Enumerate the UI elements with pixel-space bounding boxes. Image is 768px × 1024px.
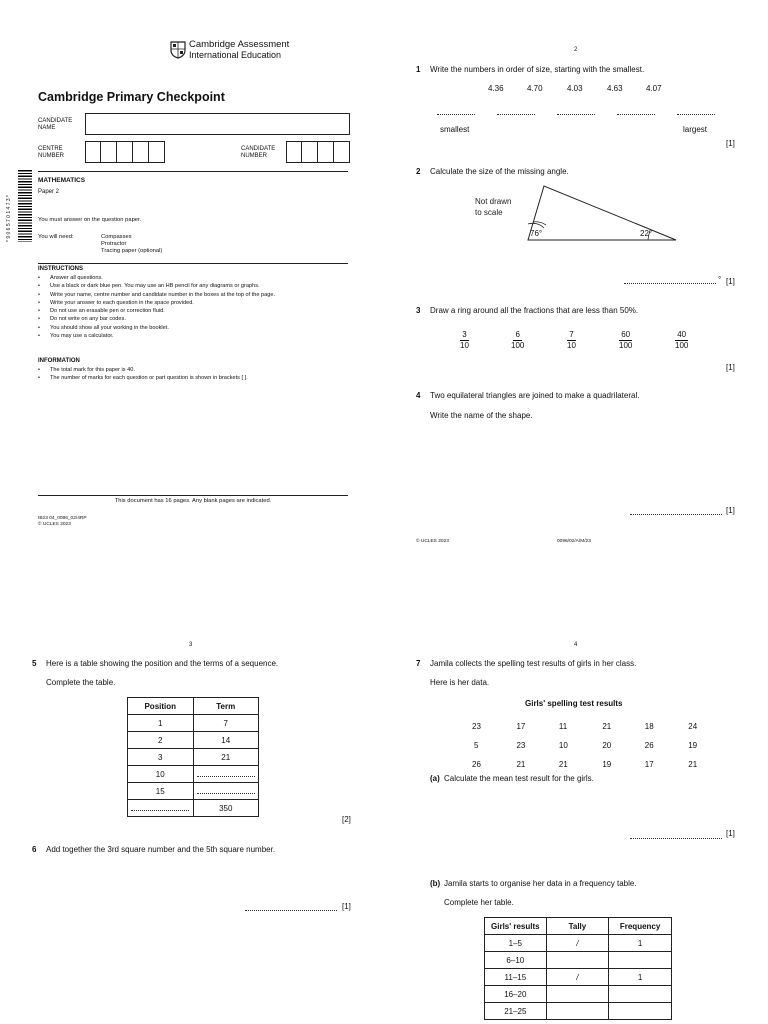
part-label: (b) — [430, 879, 441, 888]
information-heading: INFORMATION — [38, 358, 80, 364]
reference-code: IB23 04_0096_02/4RP — [38, 516, 87, 521]
need-label: You will need: — [38, 234, 74, 240]
instruction-item: • Answer all questions. — [36, 274, 346, 282]
angle-label-76: 76° — [530, 229, 543, 238]
candidate-number-label: CANDIDATE NUMBER — [241, 146, 276, 159]
question-number: 6 — [32, 845, 37, 854]
table-row: 11–15 / 1 — [485, 969, 672, 986]
question-text: Two equilateral triangles are joined to make a quadrilateral. — [430, 391, 640, 400]
mark-allocation: [2] — [342, 815, 351, 824]
degree-symbol: ° — [718, 275, 722, 284]
frequency-cell[interactable]: 1 — [609, 935, 672, 952]
answer-cell[interactable] — [193, 766, 259, 783]
centre-number-boxes[interactable] — [85, 141, 165, 163]
answer-line[interactable] — [630, 514, 722, 515]
candidate-number-boxes[interactable] — [286, 141, 350, 163]
rule-top — [38, 171, 348, 172]
page-title: Cambridge Primary Checkpoint — [38, 90, 225, 104]
answer-cell[interactable] — [193, 783, 259, 800]
answer-line[interactable] — [617, 114, 655, 115]
answer-line[interactable] — [624, 283, 716, 284]
rule-bottom — [38, 495, 348, 496]
question-number: 4 — [416, 391, 421, 400]
centre-number-label: CENTRE NUMBER — [38, 146, 65, 159]
logo-line-1: Cambridge Assessment — [189, 39, 290, 50]
tally-cell[interactable] — [546, 952, 609, 969]
rule-middle — [38, 263, 348, 264]
tally-cell[interactable] — [546, 1003, 609, 1020]
question-text: Here is a table showing the position and the terms of a sequence. — [46, 659, 279, 668]
question-text: Jamila starts to organise her data in a frequency table. — [444, 879, 637, 888]
table-row: 21–25 — [485, 1003, 672, 1020]
instruction-item: • Use a black or dark blue pen. You may use an HB pencil for any diagrams or graphs. — [36, 282, 346, 290]
fraction-item[interactable]: $\frac{7}{10}$ — [567, 330, 576, 350]
mark-allocation: [1] — [726, 139, 735, 148]
frequency-table — [484, 917, 672, 1020]
frequency-cell[interactable] — [609, 986, 672, 1003]
page-4 — [384, 560, 768, 1024]
table-row: 2 14 — [128, 732, 259, 749]
information-list — [36, 366, 346, 383]
tally-cell[interactable]: / — [546, 969, 609, 986]
largest-label: largest — [683, 125, 708, 134]
question-text: Write the name of the shape. — [430, 411, 533, 420]
table-header: Position — [128, 698, 194, 715]
fraction-item[interactable]: $\frac{40}{100}$ — [675, 330, 689, 350]
footer-code: 0096/02/A/M/23 — [557, 539, 591, 544]
candidate-name-box[interactable] — [85, 113, 350, 135]
need-items — [101, 234, 162, 255]
instruction-item: • Write your name, centre number and candidate number in the boxes at the top of the page. — [36, 291, 346, 299]
mark-allocation: [1] — [726, 363, 735, 372]
triangle-diagram — [524, 184, 680, 244]
answer-line[interactable] — [437, 114, 475, 115]
fraction-item[interactable]: $\frac{6}{100}$ — [511, 330, 525, 350]
mark-allocation: [1] — [726, 506, 735, 515]
table-row: 3 21 — [128, 749, 259, 766]
table-row: 15 — [128, 783, 259, 800]
question-number: 1 — [416, 65, 421, 74]
frequency-cell[interactable]: 1 — [609, 969, 672, 986]
page-number: 3 — [189, 642, 193, 648]
part-label: (a) — [430, 774, 440, 783]
instruction-item: • You may use a calculator. — [36, 332, 346, 340]
table-row: 6–10 — [485, 952, 672, 969]
data-title: Girls' spelling test results — [525, 699, 623, 708]
data-grid — [472, 717, 708, 774]
information-item: • The total mark for this paper is 40. — [36, 366, 346, 374]
question-text: Calculate the mean test result for the girls. — [444, 774, 594, 783]
table-header: Term — [193, 698, 259, 715]
question-number: 7 — [416, 659, 421, 668]
number-item: 4.63 — [607, 84, 623, 93]
need-item: Compasses — [101, 234, 132, 240]
table-header: Tally — [546, 918, 609, 935]
candidate-name-label: CANDIDATE NAME — [38, 118, 73, 131]
tally-cell[interactable] — [546, 986, 609, 1003]
data-row: 5 23 10 20 26 19 — [474, 741, 698, 750]
question-number: 5 — [32, 659, 37, 668]
footer-copyright: © UCLES 2023 — [416, 539, 449, 544]
number-item: 4.03 — [567, 84, 583, 93]
fraction-item[interactable]: $\frac{60}{100}$ — [619, 330, 633, 350]
diagram-note: Not drawn to scale — [475, 197, 512, 217]
question-text: Jamila collects the spelling test results of girls in her class. — [430, 659, 637, 668]
angle-label-22: 22° — [640, 229, 653, 238]
fraction-item[interactable]: $\frac{3}{10}$ — [460, 330, 469, 350]
mark-allocation: [1] — [342, 902, 351, 911]
crest-icon — [170, 41, 186, 59]
data-row: 26 21 21 19 17 21 — [472, 760, 698, 769]
question-text: Write the numbers in order of size, starting with the smallest. — [430, 65, 645, 74]
table-row: 1–5 / 1 — [485, 935, 672, 952]
barcode — [18, 170, 32, 242]
instructions-heading: INSTRUCTIONS — [38, 266, 83, 272]
instruction-item: • You should show all your working in the booklet. — [36, 324, 346, 332]
answer-note: You must answer on the question paper. — [38, 217, 142, 223]
need-item: Tracing paper (optional) — [101, 248, 163, 254]
instruction-item: • Write your answer to each question in the space provided. — [36, 299, 346, 307]
instructions-list — [36, 274, 346, 340]
question-text: Calculate the size of the missing angle. — [430, 167, 569, 176]
mark-allocation: [1] — [726, 829, 735, 838]
mark-allocation: [1] — [726, 277, 735, 286]
information-item: • The number of marks for each question or part question is shown in brackets [ ]. — [36, 374, 346, 382]
question-text: Draw a ring around all the fractions that are less than 50%. — [430, 306, 639, 315]
question-text: Add together the 3rd square number and the 5th square number. — [46, 845, 276, 854]
copyright: © UCLES 2023 — [38, 522, 71, 527]
data-row: 23 17 11 21 18 24 — [472, 722, 698, 731]
logo-line-2: International Education — [189, 50, 282, 60]
table-row: 350 — [128, 800, 259, 817]
table-header: Frequency — [609, 918, 672, 935]
number-item: 4.07 — [646, 84, 662, 93]
question-text: Here is her data. — [430, 678, 490, 687]
sequence-table — [127, 697, 259, 817]
answer-line[interactable] — [630, 838, 722, 839]
answer-line[interactable] — [677, 114, 715, 115]
need-item: Protractor — [101, 241, 127, 247]
table-row: 16–20 — [485, 986, 672, 1003]
table-header: Girls' results — [485, 918, 547, 935]
frequency-cell[interactable] — [609, 952, 672, 969]
instruction-item: • Do not write on any bar codes. — [36, 315, 346, 323]
barcode-text: * 9 0 6 5 7 0 1 4 7 3 * — [6, 195, 12, 242]
page-number: 2 — [574, 47, 578, 53]
number-item: 4.36 — [488, 84, 504, 93]
table-row: 10 — [128, 766, 259, 783]
table-row: 1 7 — [128, 715, 259, 732]
number-item: 4.70 — [527, 84, 543, 93]
answer-line[interactable] — [497, 114, 535, 115]
page-count-note: This document has 16 pages. Any blank pages are indicated. — [114, 498, 272, 504]
tally-cell[interactable]: / — [546, 935, 609, 952]
answer-line[interactable] — [557, 114, 595, 115]
question-number: 3 — [416, 306, 421, 315]
question-text: Complete her table. — [444, 898, 514, 907]
cambridge-logo — [170, 40, 289, 60]
question-number: 2 — [416, 167, 421, 176]
page-2 — [384, 0, 768, 544]
answer-cell[interactable] — [128, 800, 194, 817]
question-text: Complete the table. — [46, 678, 116, 687]
frequency-cell[interactable] — [609, 1003, 672, 1020]
smallest-label: smallest — [440, 125, 470, 134]
cover-page — [0, 0, 384, 540]
paper-label: Paper 2 — [38, 189, 60, 195]
answer-line[interactable] — [245, 910, 337, 911]
subject-label: MATHEMATICS — [38, 177, 86, 184]
instruction-item: • Do not use an erasable pen or correction fluid. — [36, 307, 346, 315]
page-number: 4 — [574, 642, 578, 648]
page-3 — [0, 560, 384, 1024]
